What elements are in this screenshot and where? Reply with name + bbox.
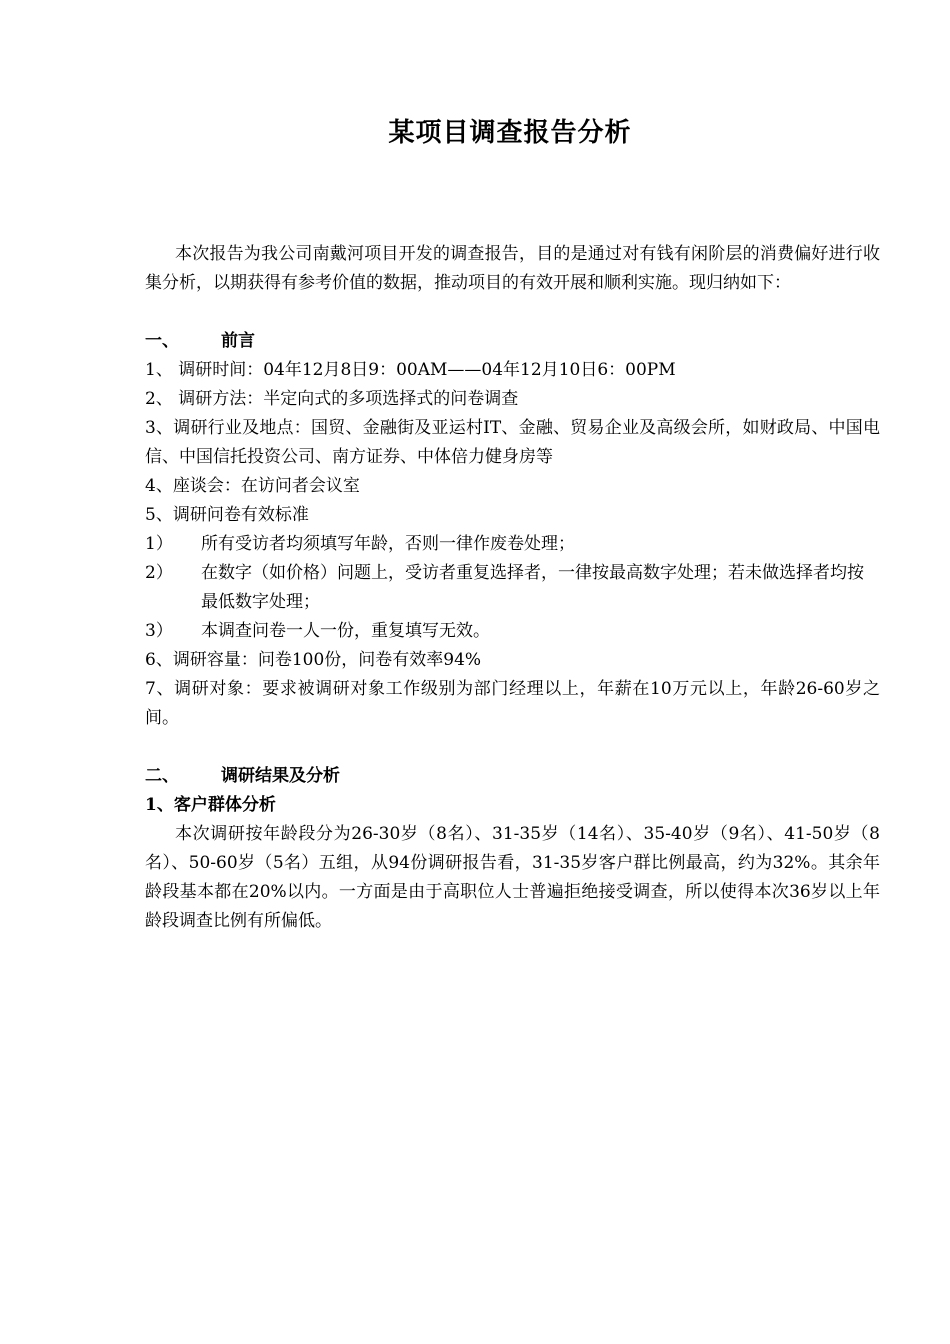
- criteria-item: [145, 530, 880, 559]
- list-item-survey-time: 1、 调研时间：04年12月8日9：00AM——04年12月10日6：00PM: [145, 360, 676, 380]
- analysis-paragraph: 本次调研按年龄段分为26-30岁（8名）、31-35岁（14名）、35-40岁（9名）、41-50岁（8名）、50-60岁（5名）五组，从94份调研报告看，31-35岁客户群比例最高，约为32%。其余年龄段基本都在20%以内。一方面是由于高职位人士普遍拒绝接受调查，所以使得本次36岁以上年龄段调查比例有所偏低。: [145, 824, 880, 931]
- list-item-survey-locations: 3、调研行业及地点：国贸、金融街及亚运村IT、金融、贸易企业及高级会所，如财政局、中国电信、中国信托投资公司、南方证券、中体倍力健身房等: [145, 418, 880, 467]
- section1-title: 前言: [221, 331, 255, 351]
- section2-heading: [145, 762, 880, 791]
- intro-paragraph: 本次报告为我公司南戴河项目开发的调查报告，目的是通过对有钱有闲阶层的消费偏好进行收集分析，以期获得有参考价值的数据，推动项目的有效开展和顺利实施。现归纳如下：: [145, 244, 880, 293]
- document-title: 某项目调查报告分析: [388, 118, 632, 148]
- list-item-valid-criteria: 5、调研问卷有效标准: [145, 505, 309, 525]
- criteria-marker: 1）: [145, 534, 173, 554]
- criteria-item: [145, 559, 880, 617]
- section2-title: 调研结果及分析: [221, 766, 340, 786]
- spacer: [145, 298, 880, 327]
- document-body: [145, 240, 880, 936]
- criteria-item: [145, 617, 880, 646]
- section1-number: 一、: [145, 331, 179, 351]
- subsection-title: 1、客户群体分析: [145, 795, 276, 815]
- list-item-target: 7、调研对象：要求被调研对象工作级别为部门经理以上，年薪在10万元以上，年龄26-60岁之间。: [145, 679, 880, 728]
- section1-heading: [145, 327, 880, 356]
- criteria-text: 本调查问卷一人一份，重复填写无效。: [201, 621, 490, 641]
- criteria-text: 所有受访者均须填写年龄，否则一律作废卷处理；: [201, 534, 575, 554]
- criteria-text: 在数字（如价格）问题上，受访者重复选择者，一律按最高数字处理；若未做选择者均按最低数字处理；: [201, 563, 864, 612]
- list-item-forum: 4、座谈会：在访问者会议室: [145, 476, 360, 496]
- list-item-capacity: 6、调研容量：问卷100份，问卷有效率94%: [145, 650, 482, 670]
- criteria-marker: 2）: [145, 563, 173, 583]
- list-item-survey-method: 2、 调研方法：半定向式的多项选择式的问卷调查: [145, 389, 519, 409]
- spacer: [145, 733, 880, 762]
- criteria-marker: 3）: [145, 621, 173, 641]
- section2-number: 二、: [145, 766, 179, 786]
